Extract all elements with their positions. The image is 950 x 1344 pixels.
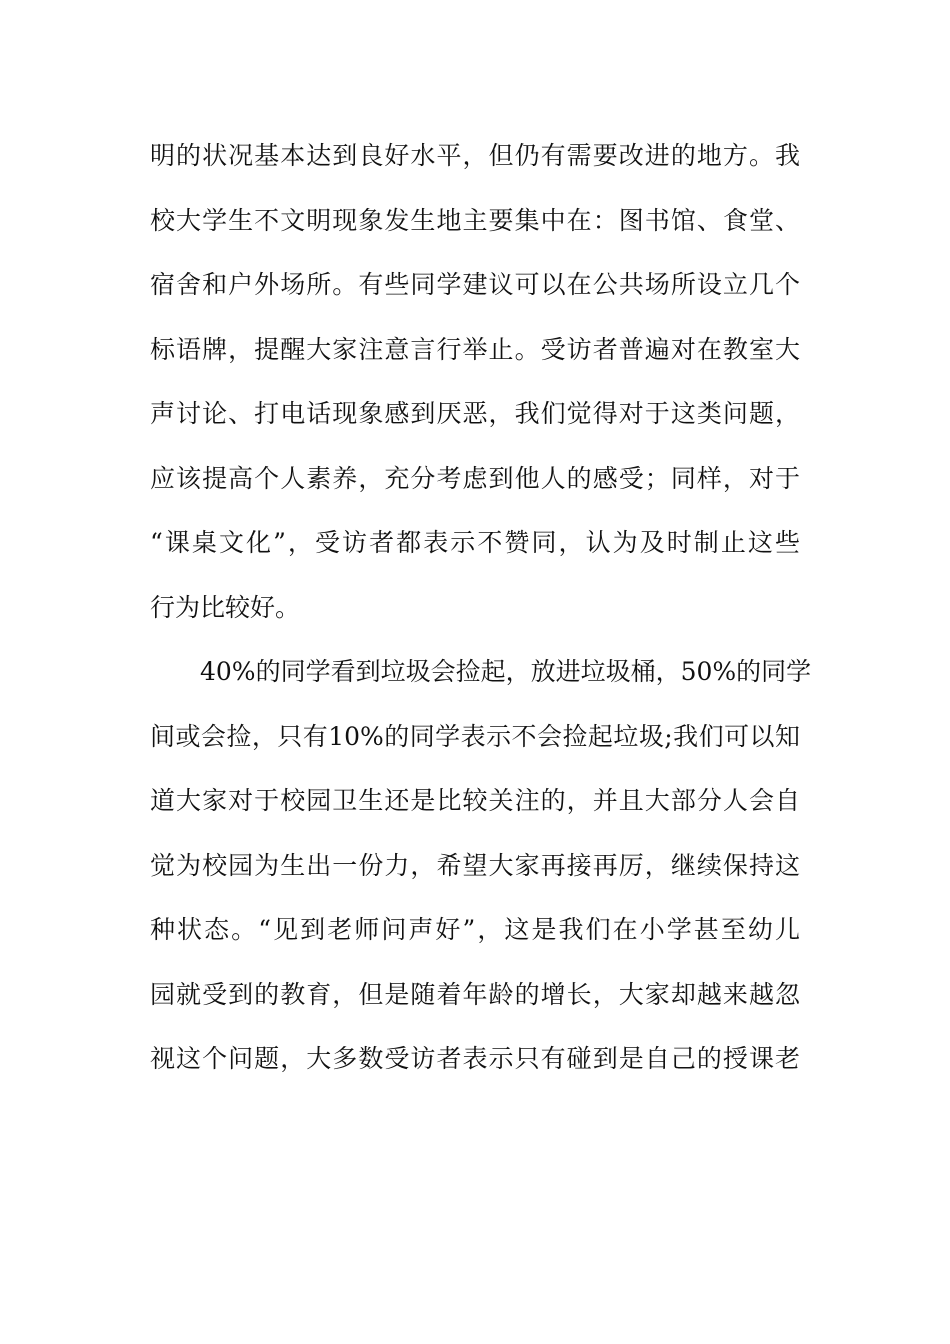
text-line: 间或会捡，只有10%的同学表示不会捡起垃圾;我们可以知 bbox=[150, 721, 800, 751]
text-line: 40%的同学看到垃圾会捡起，放进垃圾桶，50%的同学 bbox=[200, 657, 812, 686]
text-line: 种状态。“见到老师问声好”，这是我们在小学甚至幼儿 bbox=[150, 915, 800, 944]
paragraph-1 bbox=[150, 124, 800, 640]
text-line: 明的状况基本达到良好水平，但仍有需要改进的地方。我 bbox=[150, 141, 800, 170]
text-line: 标语牌，提醒大家注意言行举止。受访者普遍对在教室大 bbox=[150, 334, 800, 364]
text-line: 应该提高个人素养，充分考虑到他人的感受；同样，对于 bbox=[150, 463, 800, 493]
text-line: “课桌文化”，受访者都表示不赞同，认为及时制止这些 bbox=[150, 528, 800, 557]
text-line: 宿舍和户外场所。有些同学建议可以在公共场所设立几个 bbox=[150, 270, 800, 299]
text-line: 校大学生不文明现象发生地主要集中在：图书馆、食堂、 bbox=[150, 205, 800, 235]
text-line: 觉为校园为生出一份力，希望大家再接再厉，继续保持这 bbox=[150, 850, 800, 880]
text-line: 声讨论、打电话现象感到厌恶，我们觉得对于这类问题， bbox=[150, 399, 800, 428]
text-line: 道大家对于校园卫生还是比较关注的，并且大部分人会自 bbox=[150, 786, 800, 815]
text-line: 视这个问题，大多数受访者表示只有碰到是自己的授课老 bbox=[150, 1044, 800, 1073]
text-line: 行为比较好。 bbox=[150, 592, 301, 622]
text-line: 园就受到的教育，但是随着年龄的增长，大家却越来越忽 bbox=[150, 979, 800, 1009]
paragraph-2 bbox=[150, 640, 812, 1092]
body-text bbox=[150, 124, 812, 1092]
